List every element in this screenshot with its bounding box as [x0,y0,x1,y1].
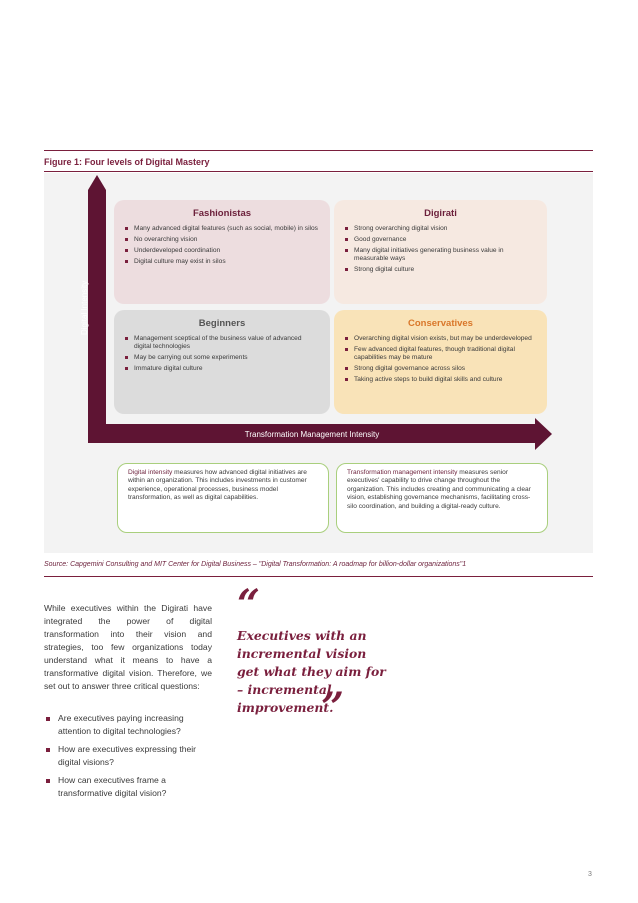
list-item: Strong digital governance across silos [344,365,537,373]
quadrant-digirati [334,200,547,304]
list-item: Few advanced digital features, though traditional digital capabilities may be mature [344,346,537,362]
quadrant-title: Fashionistas [192,208,252,219]
open-quote-icon: “ [237,581,261,628]
quadrant-title: Conservatives [408,318,473,329]
quadrant-title: Beginners [198,318,246,329]
close-quote-icon: ” [321,684,345,731]
list-item: Digital culture may exist in silos [124,258,320,266]
quadrant-beginners [114,310,330,414]
figure-bottom-rule [44,576,593,577]
y-axis-label [80,315,90,335]
pull-quote: Executives with an incremental vision get what they aim for – incremental improvement. [237,628,386,715]
list-item: Are executives paying increasing attention to digital technologies? [44,712,214,738]
quadrant-title: Digirati [424,208,457,219]
figure-source: Source: Capgemini Consulting and MIT Center for Digital Business – "Digital Transformation: A roadmap for billion-dollar organizations"1 [44,561,467,568]
list-item: Many advanced digital features (such as social, mobile) in silos [124,225,320,233]
list-item: Many digital initiatives generating business value in measurable ways [344,247,537,263]
list-item: Strong overarching digital vision [344,225,537,233]
list-item: How can executives frame a transformative digital vision? [44,774,214,800]
list-item: Underdeveloped coordination [124,247,320,255]
list-item: Immature digital culture [124,365,320,373]
list-item: May be carrying out some experiments [124,354,320,362]
quadrant-fashionistas [114,200,330,304]
page-number: 3 [588,871,592,878]
definition-term: Digital intensity [128,469,173,476]
definition-term: Transformation management intensity [347,469,458,476]
body-paragraph: While executives within the Digirati have integrated the power of digital transformation into their vision and strategies, too few organizations today understand what it means to have a transformative digital vision. Therefore, we set out to answer three critical questions: [44,603,212,691]
list-item: Good governance [344,236,537,244]
list-item: Taking active steps to build digital skills and culture [344,376,537,384]
list-item: Overarching digital vision exists, but may be underdeveloped [344,335,537,343]
list-item: Strong digital culture [344,266,537,274]
x-axis-label: Transformation Management Intensity [244,430,380,439]
list-item: How are executives expressing their digital visions? [44,743,214,769]
definition-text: measures how advanced digital initiatives are within an organization. This includes investments in customer experience, operational processes, business model transformation, as well as digital capabilities. [128,469,307,502]
quadrant-conservatives [334,310,547,414]
transformation-management-definition [336,463,548,533]
figure-title: Figure 1: Four levels of Digital Mastery [44,157,210,167]
definition-text: measures senior executives' capability to drive change throughout the organization. This includes creating and communicating a clear vision, establishing governance mechanisms, facilitating cross-silo coordination, and building a digital-ready culture. [347,469,531,510]
questions-list [44,712,214,805]
y-axis-arrow [88,175,106,442]
list-item: No overarching vision [124,236,320,244]
digital-intensity-definition [117,463,329,533]
list-item: Management sceptical of the business value of advanced digital technologies [124,335,320,351]
